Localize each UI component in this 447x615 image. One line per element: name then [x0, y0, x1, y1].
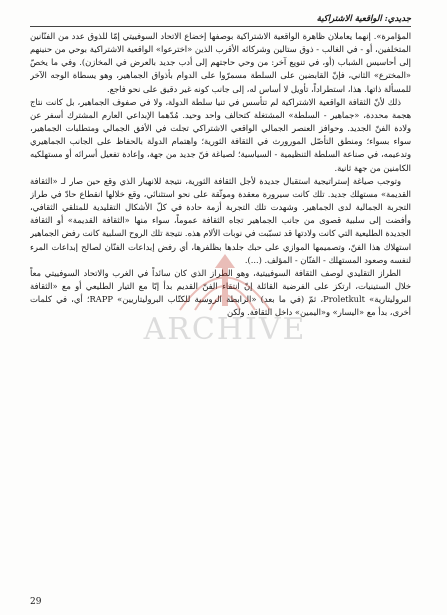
- running-title: جديدي: الواقعية الاشتراكية: [316, 14, 411, 24]
- running-header: [30, 10, 411, 27]
- paragraph: ذلك لأنّ الثقافة الواقعية الاشتراكية لم تتأسس في تنيا سلطة الدولة، ولا في صفوف الجماهير، بل كانت نتاج هجمة محددة، «جماهير - السلطة» المشتغلة كتحالف واحد وحيد. مُدّهما الإبداعي العارم المشترك أسفر عن ولادة الفنّ الجديد. وحوافز العنصر الجمالي الواقعي الاشتراكي تجلت في الأفق الجمالي ومتطلبات الجماهير، سواء بسواء؛ ومنطق التأصّل المورورث في الثقافة الثورية؛ واهتمام الدولة بالحفاظ على الجانب الجماهيري وتدعيمه، في صناعة السلطة التنظيمية - السياسية؛ لصياغة فنّ جديد من جهة، وإعادة تفعيل أسرائه أو مستهلكيه الكامنين من جهة ثانية.: [30, 96, 411, 173]
- watermark-text: ARCHIVE: [143, 312, 307, 347]
- paragraph: الطراز التقليدي لوصف الثقافة السوفييتية، وهو الطراز الذي كان سائداً في الغرب والاتحاد السوفييتي معاً خلال الستينيات، ارتكز على الفرضية القائلة إنّ انتقاء الفنّ القديم بدأ إبّا مع التيار الطليعي أو مع «الثقافة البروليتارية» Proletkult، ثمّ (في ما بعد) «الرابطة الروسية للكتّاب البروليتاريين» RAPP؛ أي، في كلمات أخرى، بدأ مع «اليسار» و«اليمين» داخل الثقافة. ولكن: [30, 267, 411, 318]
- paragraph: المؤامرة». إنهما يعاملان ظاهرة الواقعية الاشتراكية بوصفها إخضاع الاتحاد السوفييتي إمّا للذوق عدد من الفنّانين المتخلفين، أو - في الغالب - ذوق ستالين وشركائه الأقرب الذين «اخترعوا» الواقعية الاشتراكية بوحي من حنينهم إلى أحاسيس الشباب (أو، في تنويع آخر: من وحي حاجتهم إلى أدب جديد بالعرض في المخازن). وفي ما يخصّ «المخترع» الثاني، فإنّ القابضين على السلطة مسمرّوا على الدوام بأذواق الجماهير، وهو يسطاة الوجه الآخر للمسألة ذاتها. هذا، استطراداً، تأويل لا أساس له، إلى جانب كونه غير دقيق على نحو فاجع.: [30, 31, 411, 94]
- body-text: [30, 30, 411, 590]
- paragraph: وتوجب صياغة إستراتيجية استقبال جديدة لأجل الثقافة الثورية، نتيجة للانهيار الذي وقع حين صار لـ «الثقافة القديمة» مستهلك جديد. تلك كانت سيرورة معقدة وموثّقة على نحو استثنائي، وقع خلالها انقطاع حادّ في طراز التجربة الجمالية لدى الجماهير. وشهدت تلك التجربة أزمة حادة في كلّ الأشكال التقليدية للمتلقي الثقافي، وأفضت إلى سلبية قصوى من جانب الجماهير تجاه الثقافة عموماً، سواء منها «الثقافة القديمة» أو الثقافة الجديدة الطليعية التي كانت ولادتها قد تسبّبت في نوبات الألام هذه. نتيجة تلك الروح السلبية كانت رفض الجماهير استهلاك هذا الفنّ، وتصميمها الموازي على حبك جلدها بظلفرها، أي رفض إبداعات الفنّان لصالح إبداعات المرء لنفسه وصعود المستهلك - الفنّان - المؤلف. (...).: [30, 175, 411, 265]
- page-number: 29: [30, 597, 42, 607]
